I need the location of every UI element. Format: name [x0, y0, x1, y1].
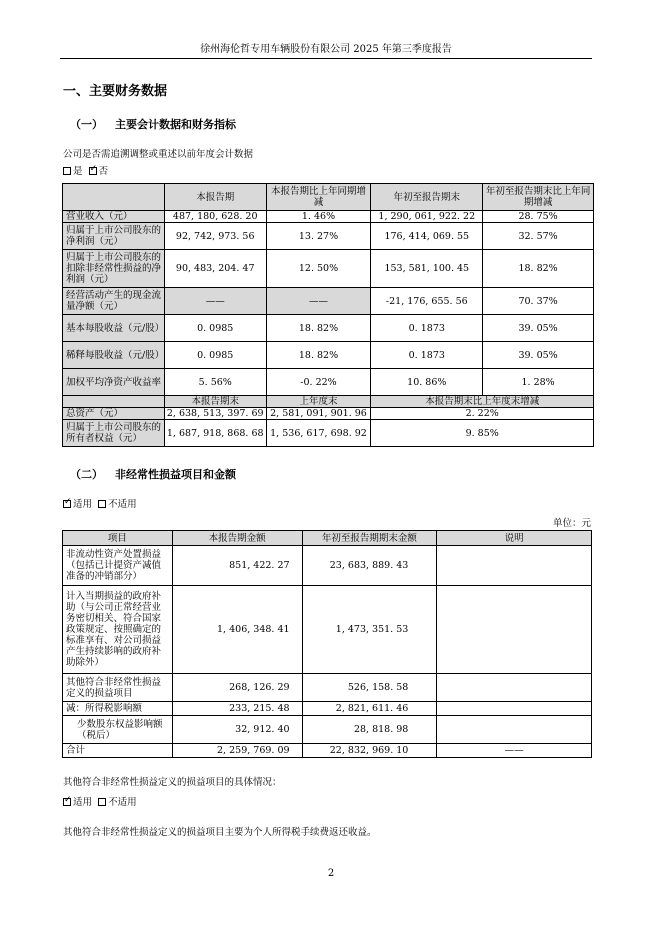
table-row	[63, 369, 594, 396]
cell: 233, 215. 48	[172, 702, 302, 716]
row-label: 营业收入（元）	[63, 211, 165, 223]
option-not-applicable: 不适用	[108, 797, 137, 808]
checkbox-checked-icon[interactable]	[63, 798, 71, 806]
cell	[437, 674, 592, 702]
table-row	[63, 315, 594, 342]
row-label: 经营活动产生的现金流量净额（元）	[63, 288, 165, 315]
table-row	[63, 586, 592, 674]
table-row	[63, 546, 592, 586]
table-row	[63, 744, 592, 758]
cell: 18. 82%	[266, 315, 371, 342]
subsection-title-1	[70, 116, 236, 132]
cell: ——	[437, 744, 592, 758]
row-label: 非流动性资产处置损益（包括已计提资产减值准备的冲销部分）	[63, 546, 173, 586]
table-row	[63, 716, 592, 744]
cell: ——	[164, 288, 266, 315]
cell: 0. 0985	[164, 342, 266, 369]
cell: 32, 912. 40	[172, 716, 302, 744]
header-cell: 本报告期末	[164, 396, 266, 408]
cell	[437, 546, 592, 586]
header-cell: 本报告期比上年同期增减	[266, 184, 371, 211]
cell: 18. 82%	[266, 342, 371, 369]
table-row	[63, 288, 594, 315]
header-cell	[63, 184, 165, 211]
header-cell: 说明	[437, 531, 592, 546]
cell: 1. 46%	[266, 211, 371, 223]
table-row	[63, 223, 594, 250]
cell: ——	[266, 288, 371, 315]
row-label: 归属于上市公司股东的净利润（元）	[63, 223, 165, 250]
option-applicable: 适用	[73, 499, 93, 510]
header-cell: 上年度末	[266, 396, 371, 408]
cell: 5. 56%	[164, 369, 266, 396]
checkbox-checked-icon[interactable]	[63, 500, 71, 508]
row-label: 基本每股收益（元/股）	[63, 315, 165, 342]
cell: 92, 742, 973. 56	[164, 223, 266, 250]
cell: 28, 818. 98	[302, 716, 437, 744]
cell: 28. 75%	[483, 211, 594, 223]
option-applicable: 适用	[73, 797, 93, 808]
cell: 851, 422. 27	[172, 546, 302, 586]
cell: 0. 0985	[164, 315, 266, 342]
cell: 22, 832, 969. 10	[302, 744, 437, 758]
cell: 1. 28%	[483, 369, 594, 396]
other-items-description: 其他符合非经常性损益定义的损益项目主要为个人所得税手续费返还收益。	[63, 827, 377, 838]
table-row	[63, 250, 594, 288]
table-row	[63, 408, 594, 420]
cell: 176, 414, 069. 55	[371, 223, 483, 250]
cell: 153, 581, 100. 45	[371, 250, 483, 288]
cell: -21, 176, 655. 56	[371, 288, 483, 315]
section-title: 一、主要财务数据	[63, 84, 168, 99]
cell: 1, 687, 918, 868. 68	[164, 420, 266, 447]
cell: 10. 86%	[371, 369, 483, 396]
row-label: 总资产（元）	[63, 408, 165, 420]
cell: 1, 473, 351. 53	[302, 586, 437, 674]
cell	[437, 716, 592, 744]
cell: 32. 57%	[483, 223, 594, 250]
cell: 12. 50%	[266, 250, 371, 288]
cell: 70. 37%	[483, 288, 594, 315]
option-not-applicable: 不适用	[108, 499, 137, 510]
header-cell: 年初至报告期末比上年同期增减	[483, 184, 594, 211]
table-row	[63, 342, 594, 369]
unit-label: 单位：元	[552, 518, 591, 529]
table-row	[63, 674, 592, 702]
non-recurring-items-table	[62, 530, 592, 758]
subsection-text: 主要会计数据和财务指标	[115, 118, 236, 131]
cell: 2, 259, 769. 09	[172, 744, 302, 758]
cell: 487, 180, 628. 20	[164, 211, 266, 223]
cell: 2, 581, 091, 901. 96	[266, 408, 371, 420]
table-header-row	[63, 396, 594, 408]
cell: 13. 27%	[266, 223, 371, 250]
cell: 23, 683, 889. 43	[302, 546, 437, 586]
applicable-options-2	[63, 796, 137, 809]
cell: 0. 1873	[371, 315, 483, 342]
checkbox-checked-icon[interactable]	[89, 167, 97, 175]
checkbox-unchecked-icon[interactable]	[98, 500, 106, 508]
row-label: 稀释每股收益（元/股）	[63, 342, 165, 369]
financial-indicators-table	[62, 183, 594, 447]
restatement-question: 公司是否需追溯调整或重述以前年度会计数据	[63, 149, 254, 160]
cell: -0. 22%	[266, 369, 371, 396]
cell: 0. 1873	[371, 342, 483, 369]
row-label: 归属于上市公司股东的所有者权益（元）	[63, 420, 165, 447]
cell: 2, 821, 611. 46	[302, 702, 437, 716]
subsection-number: （二）	[70, 468, 103, 481]
table-row	[63, 211, 594, 223]
cell: 2. 22%	[371, 408, 594, 420]
other-items-note: 其他符合非经常性损益定义的损益项目的具体情况：	[63, 777, 282, 788]
row-label: 加权平均净资产收益率	[63, 369, 165, 396]
cell: 526, 158. 58	[302, 674, 437, 702]
row-label: 归属于上市公司股东的扣除非经常性损益的净利润（元）	[63, 250, 165, 288]
header-cell: 本报告期末比上年度末增减	[371, 396, 594, 408]
table-header-row	[63, 531, 592, 546]
table-row	[63, 702, 592, 716]
header-cell: 本报告期金额	[172, 531, 302, 546]
page-number: 2	[327, 868, 335, 879]
cell: 1, 406, 348. 41	[172, 586, 302, 674]
table-row	[63, 420, 594, 447]
cell: 39. 05%	[483, 315, 594, 342]
cell: 39. 05%	[483, 342, 594, 369]
table-header-row	[63, 184, 594, 211]
checkbox-unchecked-icon[interactable]	[98, 798, 106, 806]
cell	[437, 586, 592, 674]
restatement-options	[63, 165, 108, 178]
subsection-number: （一）	[70, 118, 103, 131]
row-label: 计入当期损益的政府补助（与公司正常经营业务密切相关、符合国家政策规定、按照确定的标准享有、对公司损益产生持续影响的政府补助除外）	[63, 586, 173, 674]
header-cell	[63, 396, 165, 408]
cell: 1, 290, 061, 922. 22	[371, 211, 483, 223]
cell: 1, 536, 617, 698. 92	[266, 420, 371, 447]
option-no: 否	[98, 166, 109, 177]
checkbox-unchecked-icon[interactable]	[63, 167, 71, 175]
header-cell: 年初至报告期末	[371, 184, 483, 211]
page-header: 徐州海伦哲专用车辆股份有限公司 2025 年第三季度报告	[60, 42, 592, 59]
subsection-title-2	[70, 466, 236, 482]
cell: 268, 126. 29	[172, 674, 302, 702]
row-label: 少数股东权益影响额（税后）	[63, 716, 173, 744]
cell: 18. 82%	[483, 250, 594, 288]
cell	[437, 702, 592, 716]
row-label: 其他符合非经常性损益定义的损益项目	[63, 674, 173, 702]
cell: 9. 85%	[371, 420, 594, 447]
option-yes: 是	[73, 166, 83, 177]
applicable-options	[63, 498, 137, 511]
header-cell: 年初至报告期期末金额	[302, 531, 437, 546]
header-cell: 项目	[63, 531, 173, 546]
row-label: 合计	[63, 744, 173, 758]
header-cell: 本报告期	[164, 184, 266, 211]
subsection-text: 非经常性损益项目和金额	[115, 468, 236, 481]
cell: 2, 638, 513, 397. 69	[164, 408, 266, 420]
row-label: 减：所得税影响额	[63, 702, 173, 716]
cell: 90, 483, 204. 47	[164, 250, 266, 288]
